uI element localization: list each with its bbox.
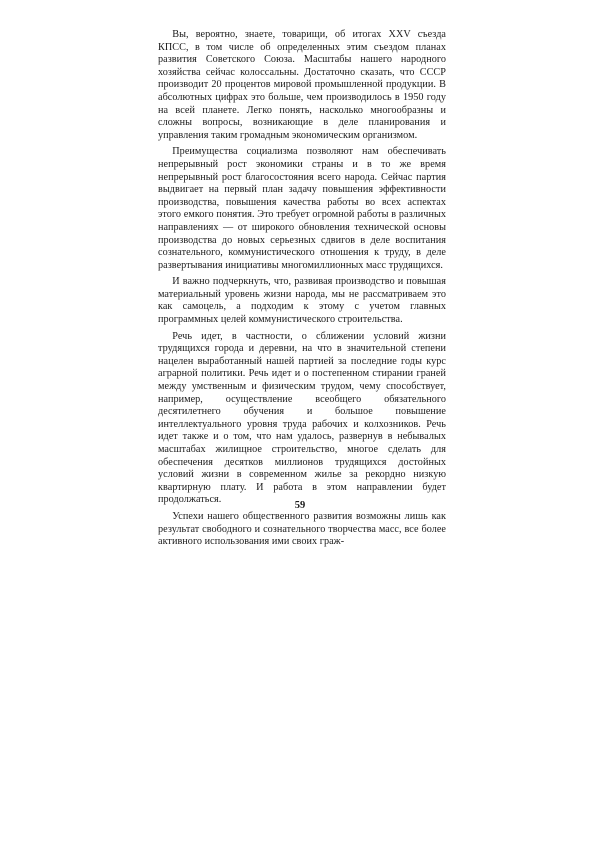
paragraph: Успехи нашего общественного развития возможны лишь как результат свободного и сознательного творчества масс, все более активного использования ими своих граж- (158, 510, 446, 548)
paragraph: Преимущества социализма позволяют нам обеспечивать непрерывный рост экономики страны и в то же время непрерывный рост благосостояния всего народа. Сейчас партия выдвигает на первый план задачу повышения эффективности производства, повышения качества работы во всех аспектах этого емкого понятия. Это требует огромной работы в различных направлениях — от широкого обновления технической основы производства до новых серьезных сдвигов в деле воспитания сознательного, коммунистического отношения к труду, в деле развертывания инициативы многомиллионных масс трудящихся. (158, 146, 446, 271)
paragraph: Речь идет, в частности, о сближении условий жизни трудящихся города и деревни, на что в значительной степени нацелен выработанный нашей партией за последние годы курс аграрной политики. Речь идет и о постепенном стирании граней между умственным и физическим трудом, чему способствует, например, осуществление всеобщего обязательного десятилетнего обучения и большое повышение интеллектуального уровня труда рабочих и колхозников. Речь идет также и о том, что нам удалось, развернув в небывалых масштабах жилищное строительство, многое сделать для обеспечения десятков миллионов трудящихся достойных условий жизни в современном жилье за рекордно низкую квартирную плату. И работа в этом направлении будет продолжаться. (158, 330, 446, 506)
page-number: 59 (294, 500, 306, 511)
paragraph: Вы, вероятно, знаете, товарищи, об итогах XXV съезда КПСС, в том числе об определенных этим съездом планах развития Советского Союза. Масштабы нашего народного хозяйства сейчас колоссальны. Достаточно сказать, что СССР производит 20 процентов мировой промышленной продукции. В абсолютных цифрах это больше, чем производилось в 1950 году на всей планете. Легко понять, насколько многообразны и сложны вопросы, возникающие в деле планирования и управления таким громадным экономическим организмом. (158, 29, 446, 141)
paragraph: И важно подчеркнуть, что, развивая производство и повышая материальный уровень жизни народа, мы не рассматриваем это как самоцель, а подходим к этому с учетом главных программных целей коммунистического строительства. (158, 276, 446, 326)
body-text (158, 29, 446, 549)
